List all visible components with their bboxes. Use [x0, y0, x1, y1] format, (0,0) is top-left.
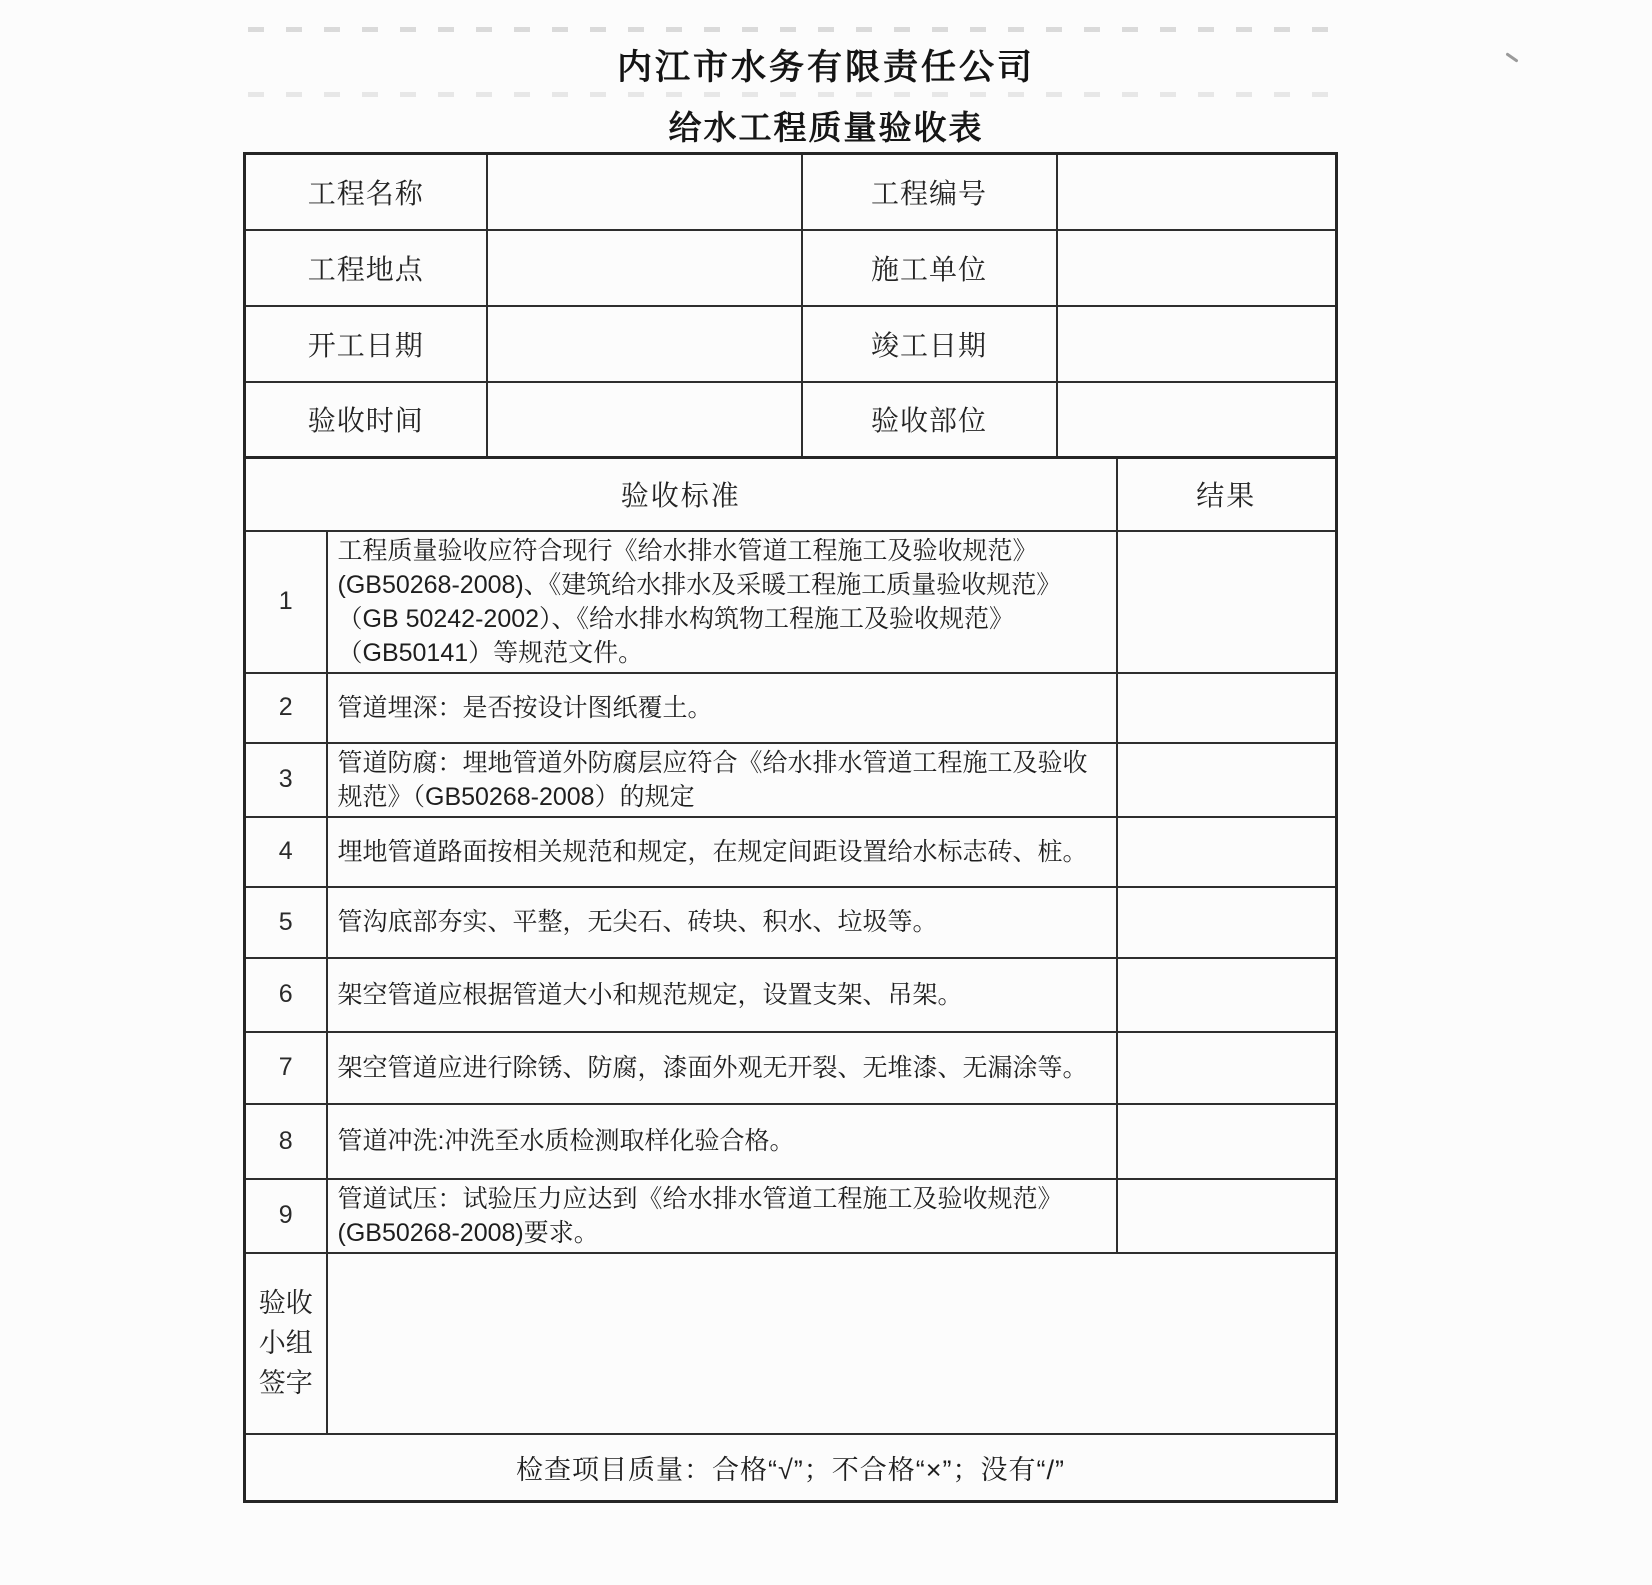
row-number: 4: [245, 817, 327, 887]
signature-area: [327, 1253, 1337, 1434]
field-value-acceptance-part: [1057, 382, 1337, 458]
field-label-completion-date: 竣工日期: [802, 306, 1057, 382]
signature-group-label: 验收小组签字: [245, 1253, 327, 1434]
row-number: 3: [245, 743, 327, 817]
result-cell: [1117, 1179, 1337, 1253]
row-number: 2: [245, 673, 327, 743]
result-cell: [1117, 743, 1337, 817]
result-cell: [1117, 531, 1337, 673]
criteria-text: 工程质量验收应符合现行《给水排水管道工程施工及验收规范》(GB50268-2008)、《建筑给水排水及采暖工程施工质量验收规范》（GB 50242-2002）、《给水排水构筑物工程施工及验收规范》（GB50141）等规范文件。: [327, 531, 1117, 673]
criteria-row-7: [245, 1032, 1337, 1104]
result-cell: [1117, 887, 1337, 958]
criteria-header-row: [245, 458, 1337, 531]
criteria-text: 架空管道应根据管道大小和规范规定，设置支架、吊架。: [327, 958, 1117, 1032]
result-cell: [1117, 1104, 1337, 1179]
field-label-project-name: 工程名称: [245, 154, 487, 230]
criteria-row-2: [245, 673, 1337, 743]
result-cell: [1117, 817, 1337, 887]
row-number: 9: [245, 1179, 327, 1253]
criteria-row-6: [245, 958, 1337, 1032]
field-label-project-number: 工程编号: [802, 154, 1057, 230]
row-number: 6: [245, 958, 327, 1032]
row-number: 5: [245, 887, 327, 958]
acceptance-criteria-table: [243, 456, 1338, 1503]
criteria-text: 管道埋深：是否按设计图纸覆土。: [327, 673, 1117, 743]
scan-artifact-streak: [248, 92, 1343, 97]
info-row-project-location: [245, 230, 1337, 306]
criteria-column-header: 验收标准: [245, 458, 1117, 531]
field-value-acceptance-time: [487, 382, 802, 458]
criteria-text: 管道防腐：埋地管道外防腐层应符合《给水排水管道工程施工及验收规范》（GB50268-2008）的规定: [327, 743, 1117, 817]
project-info-table: [243, 152, 1338, 459]
result-cell: [1117, 958, 1337, 1032]
info-row-start-date: [245, 306, 1337, 382]
field-label-acceptance-part: 验收部位: [802, 382, 1057, 458]
criteria-text: 管道试压：试验压力应达到《给水排水管道工程施工及验收规范》(GB50268-2008)要求。: [327, 1179, 1117, 1253]
field-label-acceptance-time: 验收时间: [245, 382, 487, 458]
criteria-row-5: [245, 887, 1337, 958]
criteria-text: 埋地管道路面按相关规范和规定，在规定间距设置给水标志砖、桩。: [327, 817, 1117, 887]
criteria-row-3: [245, 743, 1337, 817]
company-name: 内江市水务有限责任公司: [616, 48, 1035, 87]
info-row-acceptance-time: [245, 382, 1337, 458]
field-value-project-number: [1057, 154, 1337, 230]
criteria-text: 管沟底部夯实、平整，无尖石、砖块、积水、垃圾等。: [327, 887, 1117, 958]
criteria-row-8: [245, 1104, 1337, 1179]
row-number: 7: [245, 1032, 327, 1104]
check-legend-note: 检查项目质量：合格“√”；不合格“×”；没有“/”: [245, 1434, 1337, 1502]
row-number: 8: [245, 1104, 327, 1179]
field-label-project-location: 工程地点: [245, 230, 487, 306]
criteria-row-1: [245, 531, 1337, 673]
row-number: 1: [245, 531, 327, 673]
scan-artifact-streak: [248, 27, 1340, 32]
signature-row: [245, 1253, 1337, 1434]
criteria-text: 管道冲洗:冲洗至水质检测取样化验合格。: [327, 1104, 1117, 1179]
criteria-row-9: [245, 1179, 1337, 1253]
field-value-project-name: [487, 154, 802, 230]
field-value-project-location: [487, 230, 802, 306]
field-value-completion-date: [1057, 306, 1337, 382]
field-label-start-date: 开工日期: [245, 306, 487, 382]
result-cell: [1117, 673, 1337, 743]
footer-row: [245, 1434, 1337, 1502]
criteria-row-4: [245, 817, 1337, 887]
field-label-construction-unit: 施工单位: [802, 230, 1057, 306]
info-row-project-name: [245, 154, 1337, 230]
field-value-start-date: [487, 306, 802, 382]
form-title: 给水工程质量验收表: [668, 109, 984, 146]
field-value-construction-unit: [1057, 230, 1337, 306]
result-column-header: 结果: [1117, 458, 1337, 531]
criteria-text: 架空管道应进行除锈、防腐，漆面外观无开裂、无堆漆、无漏涂等。: [327, 1032, 1117, 1104]
result-cell: [1117, 1032, 1337, 1104]
